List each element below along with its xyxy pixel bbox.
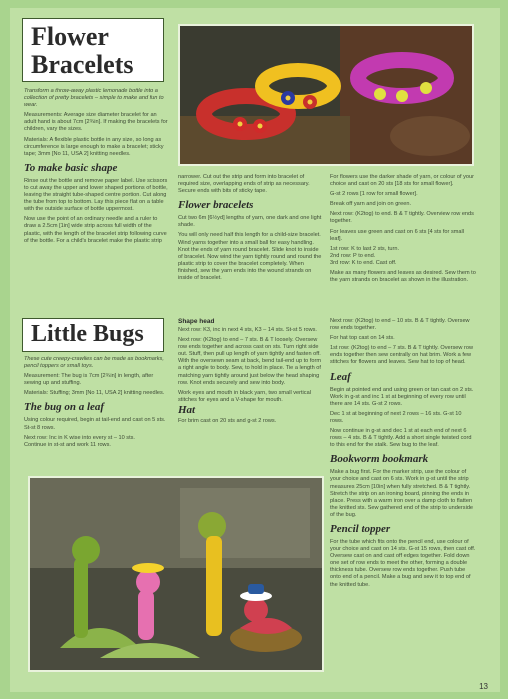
bugs-measurement: Measurement: The bug is 7cm [2¾in] in length, after sewing up and stuffing. [24, 373, 154, 387]
flower-intro: Transform a throw-away plastic lemonade bottle into a collection of pretty bracelets – simple to make and fun to wear. [24, 88, 164, 109]
hat-p3: For hat top cast on 14 sts. [330, 335, 395, 342]
flower-col3-p4: Next row: (K2tog) to end. B & T tightly. Overview row ends together. [330, 211, 474, 225]
flower-col3-p5: For leaves use green and cast on 6 sts [4 sts for small leaf]. [330, 228, 465, 242]
bug-on-leaf-p3: Continue in st-st and work 11 rows. [24, 441, 111, 448]
pencil-topper-heading: Pencil topper [330, 522, 391, 535]
bookworm-p1: Make a bug first. For the marker strip, use the colour of your choice and cast on 6 sts. Work in g-st until the strip measures 25cm [10in] when fully stretched. B & T tightly. Stretch the strip on an ironing board, pinning the ends in place. Press with a warm iron over a damp cloth to flatten the knitted sts. Sew gathered end of the strip to underside of the bug. [330, 469, 474, 518]
flower-row-1: 1st row: K to last 2 sts, turn. [330, 245, 400, 252]
flower-column-1 [24, 88, 170, 248]
flower-col2-p2: Cut two 6m [6½yd] lengths of yarn, one dark and one light shade. [178, 215, 322, 229]
bugs-photo [28, 476, 324, 672]
flower-column-2 [178, 174, 322, 285]
bugs-column-3 [330, 318, 476, 592]
little-bugs-title-box [22, 318, 164, 352]
hat-p1: For brim cast on 20 sts and g-st 2 rows. [178, 417, 277, 424]
bug-on-leaf-heading: The bug on a leaf [24, 401, 105, 414]
bugs-column-1 [24, 356, 170, 452]
shape-head-p2: Next row: (K2tog) to end – 7 sts. B & T loosely. Oversew row ends together and across cast on sts. Turn right side out. Stuff, then pull up length of yarn tightly and fasten off. With the oversewn seam at back, bend tail-end up to form a right angle to body. Sew, to hold in place. Tie a length of matching yarn tightly around just below the head shaping row. Knot ends securely and sew into body. [178, 337, 322, 386]
flower-col2-p1: narrower. Cut out the strip and form into bracelet of required size, overlapping ends of strip as necessary. Secure ends with bits of sticky tape. [178, 174, 310, 195]
shape-head-p1: Next row: K3, inc in next 4 sts, K3 – 14 sts. St-st 5 rows. [178, 327, 317, 333]
flower-col3-p2: G-st 2 rows [1 row for small flower]. [330, 191, 418, 198]
bracelets-photo [178, 24, 474, 166]
flower-row-2: 2nd row: P to end. [330, 252, 376, 259]
flower-col3-p3: Break off yarn and join on green. [330, 201, 412, 208]
basic-shape-heading: To make basic shape [24, 161, 118, 174]
leaf-p1: Begin at pointed end and using green or tan cast on 2 sts. Work in g-st and inc 1 st at beginning of every row until there are 14 sts. G-st 2 rows. [330, 386, 474, 407]
bugs-intro: These cute creepy-crawlies can be made as bookmarks, pencil toppers or small toys. [24, 356, 164, 370]
flower-materials: Materials: A flexible plastic bottle in any size, so long as circumference is large enough to make a bracelet; sticky tape; 3mm [No 11, USA 2] knitting needles. [24, 136, 164, 157]
flower-title-line2: Bracelets [31, 50, 134, 79]
flower-col2-p3: You will only need half this length for a child-size bracelet. Wind yarns together into a small ball for easy handling. Knot the ends of yarn round bracelet. Slide knot to inside of bracelet. Now wind the yarn tightly round and round the plastic strip to cover the bracelet completely. When finished, sew the yarn ends into the wound strands on inside of bracelet. [178, 232, 322, 282]
bookworm-heading: Bookworm bookmark [330, 453, 429, 466]
flower-col3-p1: For flowers use the darker shade of yarn, or colour of your choice and cast on 20 sts [18 sts for small flower]. [330, 174, 474, 188]
basic-shape-p2: Now use the point of an ordinary needle and a ruler to draw a 2.5cm [1in] wide strip across full width of the plastic, with the length of the bracelet strip following curve of the bottle. For a child's bracelet make the plastic strip [24, 216, 167, 244]
bugs-illustration [30, 478, 322, 670]
bug-on-leaf-p1: Using colour required, begin at tail-end and cast on 5 sts. St-st 8 rows. [24, 417, 166, 431]
leaf-p3: Now continue in g-st and dec 1 st at each end of next 6 rows – 4 sts. B & T tightly. Add a short single twisted cord to this end for the stalk. Sew bug to the leaf. [330, 428, 472, 449]
bugs-column-2 [178, 318, 322, 428]
bracelets-illustration [180, 26, 472, 164]
pencil-topper-p1: For the tube which fits onto the pencil end, use colour of your choice and cast on 14 sts. G-st 15 rows, then cast off. Oversew cast on and cast off edges together. Fold down one set of row ends to meet the other, forming a double thickness tube. Oversew row ends together. Push tube onto end of a pencil. Make a bug and sew it to top end of the knitted tube. [330, 538, 476, 588]
flower-column-3 [330, 174, 476, 287]
flower-col3-p6: Make as many flowers and leaves as desired. Sew them to the yarn strands on bracelet as shown in the illustration. [330, 270, 476, 284]
bug-on-leaf-p2: Next row: Inc in K wise into every st – 10 sts. [24, 434, 135, 441]
bugs-title: Little Bugs [31, 321, 144, 347]
leaf-p2: Dec 1 st at beginning of next 2 rows – 16 sts. G-st 10 rows. [330, 410, 462, 424]
basic-shape-p1: Rinse out the bottle and remove paper label. Use scissors to cut away the upper and lower shaped portions of bottle, leaving the straight tube-shaped centre portion. Cut along the tube from top to bottom. Lay this piece flat on a table with the outside surface of bottle uppermost. [24, 177, 168, 213]
flower-bracelets-title-box [22, 18, 164, 82]
shape-head-heading: Shape head [178, 318, 215, 325]
flower-row-3: 3rd row: K to end. Cast off. [330, 259, 397, 266]
hat-p4: 1st row: (K2tog) to end – 7 sts. B & T tightly. Oversew row ends together then sew centrally on hat brim. Work a few stitches for flowers and leaves. Sew hat to top of head. [330, 345, 474, 366]
hat-heading: Hat [178, 403, 196, 416]
hat-p2: Next row: (K2tog) to end – 10 sts. B & T tightly. Oversew row ends together. [330, 318, 470, 332]
leaf-heading: Leaf [330, 370, 351, 383]
flower-bracelets-heading: Flower bracelets [178, 199, 254, 212]
flower-title-line1: Flower [31, 22, 109, 51]
shape-head-p3: Work eyes and mouth in black yarn, two small vertical stitches for eyes and a V-shape for mouth. [178, 389, 311, 403]
page-number: 13 [479, 682, 488, 691]
flower-measurements: Measurements: Average size diameter bracelet for an adult hand is about 7cm [2¾in]. If making the bracelets for children, vary the sizes. [24, 112, 168, 133]
bugs-materials: Materials: Stuffing; 3mm [No 11, USA 2] knitting needles. [24, 390, 165, 397]
